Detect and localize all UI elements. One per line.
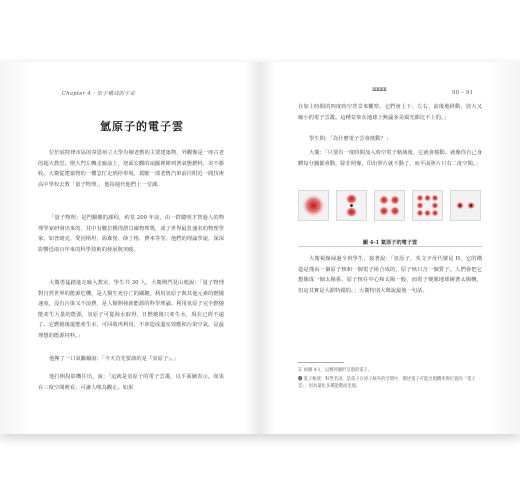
right-paragraph-4: 大衛視線掃過全班學生，接著說：「氫原子，英文字母代號是 H，它的構造是僅由一個原子核和一個電子組合成的，原子核只含一個質子。人們會把它想像成一個太陽系，原子核在中心和太陽一般，而電子便像地球繞著太陽轉，但這其實是大錯特錯的。」大衛特別大聲說最後一句話。 bbox=[298, 256, 482, 294]
orbital-1s bbox=[298, 190, 329, 221]
left-paragraph-2: 「量子物理」是門艱難的課程，約莫 200 年前，由一群聰明才智過人的物理學家研發出來的，其中有數位獲得諾貝爾物理獎，成了世界最負盛名的物理學家，如普朗克、愛因斯坦、海森堡、薛丁格、費米等等。他們的理論學說，深深影響近兩百年來的科學技術的發展與突破。 bbox=[38, 215, 224, 253]
footnote-2: ❷ 電子軌域：科學名詞，是電子在原子核外的空間中，描述電子可能出現機率與位置的「電子雲」，因為量化多種能階而出現。 bbox=[298, 377, 476, 389]
running-head-marks: ıııııııııı bbox=[372, 86, 387, 93]
orbital-5 bbox=[450, 190, 481, 221]
left-paragraph-1: 位於底特律市區的韋恩州立大學有棟老舊的主要建築物，外觀像是一座古老的超大教堂。燈大門左轉走廊前上，迎面宏觀的扇擺裡陣列著氣態燃料，美不勝收。大衛從建築物的一樓急忙走到停車場，駕駛一部老舊汽車前往附近一間技術高中學校去教「量子物理」，他每週代他們上一堂課。 bbox=[38, 150, 224, 188]
right-paragraph-2: 學生問：「為什麼電子雲會搖動？」 bbox=[309, 136, 392, 142]
footnote-divider bbox=[298, 362, 344, 363]
orbital-3d bbox=[374, 190, 405, 221]
orbital-2p bbox=[336, 190, 367, 221]
right-page bbox=[260, 62, 520, 434]
book-spread bbox=[0, 62, 520, 434]
right-paragraph-3: 大衛：「只要有一度時間加入時空電子軌域後，它就會搖動。就像你自己身體每分鐘都會動，除非照像，印出照片就不動了，而平面照片只有二度空間。」 bbox=[298, 150, 482, 167]
left-page bbox=[0, 62, 260, 434]
orbital-figure bbox=[298, 190, 482, 231]
right-paragraph-1: 在加上時間的四度時空背景來觀察，它們會上下、左右、前後地移動、放大又縮小的電子雲叢。這種景象在地球上無論多美風光都比不上的。」 bbox=[298, 104, 482, 121]
left-running-head: Chapter 4 ‧ 原子構成的宇宙 bbox=[62, 91, 136, 97]
orbital-4f bbox=[412, 190, 443, 221]
left-paragraph-4: 他換了一口氣繼續說：「今天首先要談的是『氫原子』。」 bbox=[49, 356, 179, 362]
left-paragraph-3: 大衛勇猛踏進走廊入教室，學生共 30 人，大衛開門見山地說：「量子物理對自然世界的能源危機，是人類生死存亡的關鍵。利用氫原子與其他元素的燃燒速度，沒有污染又不浪費，是人類開發新能源的科學理論。利用氫原子完全燃燒能產生大量的能源，氫原子可從海水取得，且燃燒後只產生水，現在已經不遠了。它燃燒後還能產生水，可回收再利用，不會造成溫室效應和污染空氣，是最理想的能源材料。」 bbox=[38, 280, 224, 339]
caption-divider bbox=[298, 246, 482, 247]
left-paragraph-5: 他打開投影機往出，說：「這就是氫原子的電子雲叢，以平面圖表示。如果在三度空間裡看，可讓人嘆為觀止。如果 bbox=[38, 374, 224, 391]
figure-caption: 圖 4-1 氫原子的電子雲 bbox=[362, 240, 418, 246]
chapter-title: 氫原子的電子雲 bbox=[100, 120, 184, 133]
footnote-1: 註 如圖 4-1，以幾何圖形呈現的電子。 bbox=[298, 368, 373, 373]
page-numbers: 90 – 91 bbox=[452, 90, 474, 96]
